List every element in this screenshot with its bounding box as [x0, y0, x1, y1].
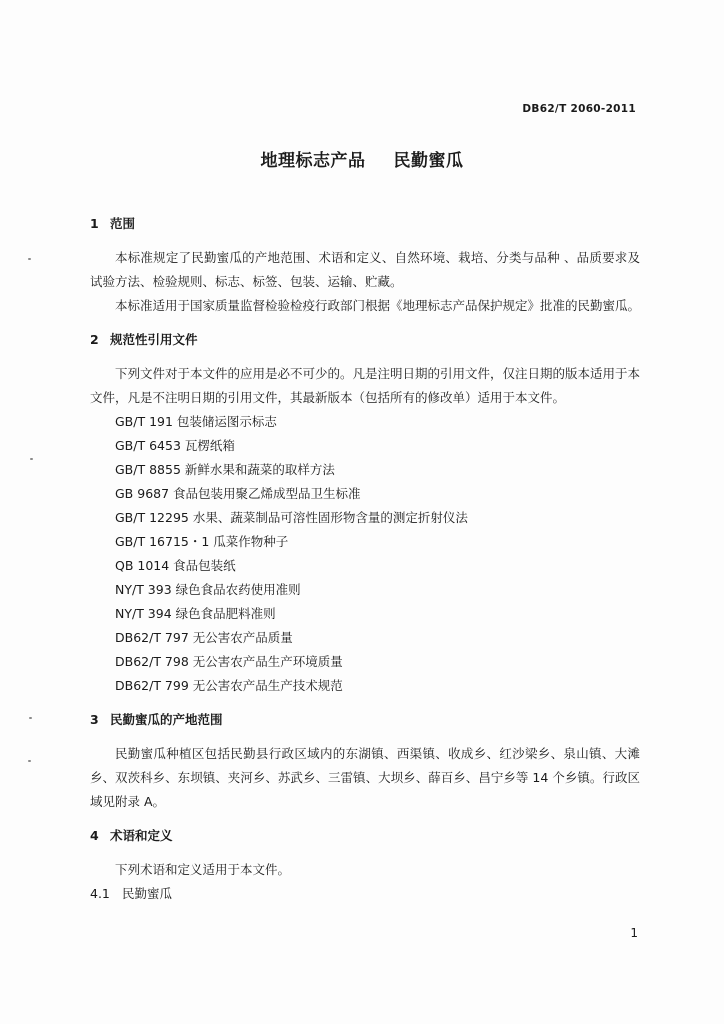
subsection-4-1	[90, 882, 640, 906]
scan-speck	[29, 717, 32, 719]
section-title: 术语和定义	[110, 828, 173, 843]
scan-speck	[28, 258, 31, 260]
section-1-paragraph-1: 本标准规定了民勤蜜瓜的产地范围、术语和定义、自然环境、栽培、分类与品种 、品质要求及试验方法、检验规则、标志、标签、包装、运输、贮藏。	[90, 250, 640, 289]
subsection-title: 民勤蜜瓜	[122, 886, 173, 901]
reference-item: GB/T 6453 瓦楞纸箱	[115, 438, 235, 453]
section-title: 范围	[110, 216, 136, 231]
reference-item: GB 9687 食品包装用聚乙烯成型品卫生标准	[115, 486, 361, 501]
reference-item: DB62/T 797 无公害农产品质量	[115, 630, 293, 645]
reference-item: QB 1014 食品包装纸	[115, 558, 236, 573]
reference-item: DB62/T 799 无公害农产品生产技术规范	[115, 678, 343, 693]
page-number: 1	[630, 926, 638, 940]
title-part-2: 民勤蜜瓜	[393, 151, 464, 171]
standard-code: DB62/T 2060-2011	[522, 103, 636, 115]
section-1-paragraph-2: 本标准适用于国家质量监督检验检疫行政部门根据《地理标志产品保护规定》批准的民勤蜜瓜。	[115, 298, 641, 313]
section-title: 规范性引用文件	[110, 332, 198, 347]
section-number: 1	[90, 216, 99, 231]
scan-speck	[28, 760, 31, 762]
reference-item: NY/T 394 绿色食品肥料准则	[115, 606, 276, 621]
section-4-heading	[90, 824, 640, 848]
reference-item: GB/T 8855 新鲜水果和蔬菜的取样方法	[115, 462, 335, 477]
section-number: 2	[90, 332, 99, 347]
section-3-paragraph: 民勤蜜瓜种植区包括民勤县行政区域内的东湖镇、西渠镇、收成乡、红沙梁乡、泉山镇、大滩乡、双茨科乡、东坝镇、夹河乡、苏武乡、三雷镇、大坝乡、薛百乡、昌宁乡等 14 个乡镇。行政区域见附录 A。	[90, 746, 640, 809]
document-title	[0, 146, 724, 171]
subsection-number: 4.1	[90, 886, 110, 901]
section-number: 3	[90, 712, 99, 727]
reference-item: GB/T 191 包装储运图示标志	[115, 414, 277, 429]
section-4-intro: 下列术语和定义适用于本文件。	[115, 862, 291, 877]
section-title: 民勤蜜瓜的产地范围	[110, 712, 223, 727]
section-3-heading	[90, 708, 640, 732]
section-2-heading	[90, 328, 640, 352]
title-part-1: 地理标志产品	[260, 151, 366, 171]
reference-item: GB/T 16715・1 瓜菜作物种子	[115, 534, 289, 549]
reference-item: GB/T 12295 水果、蔬菜制品可溶性固形物含量的测定折射仪法	[115, 510, 468, 525]
scan-speck	[30, 458, 33, 460]
reference-item: DB62/T 798 无公害农产品生产环境质量	[115, 654, 343, 669]
document-body	[90, 212, 640, 906]
section-number: 4	[90, 828, 99, 843]
reference-item: NY/T 393 绿色食品农药使用准则	[115, 582, 301, 597]
section-2-intro: 下列文件对于本文件的应用是必不可少的。凡是注明日期的引用文件，仅注日期的版本适用于本文件，凡是不注明日期的引用文件，其最新版本（包括所有的修改单）适用于本文件。	[90, 366, 641, 405]
section-1-heading	[90, 212, 640, 236]
